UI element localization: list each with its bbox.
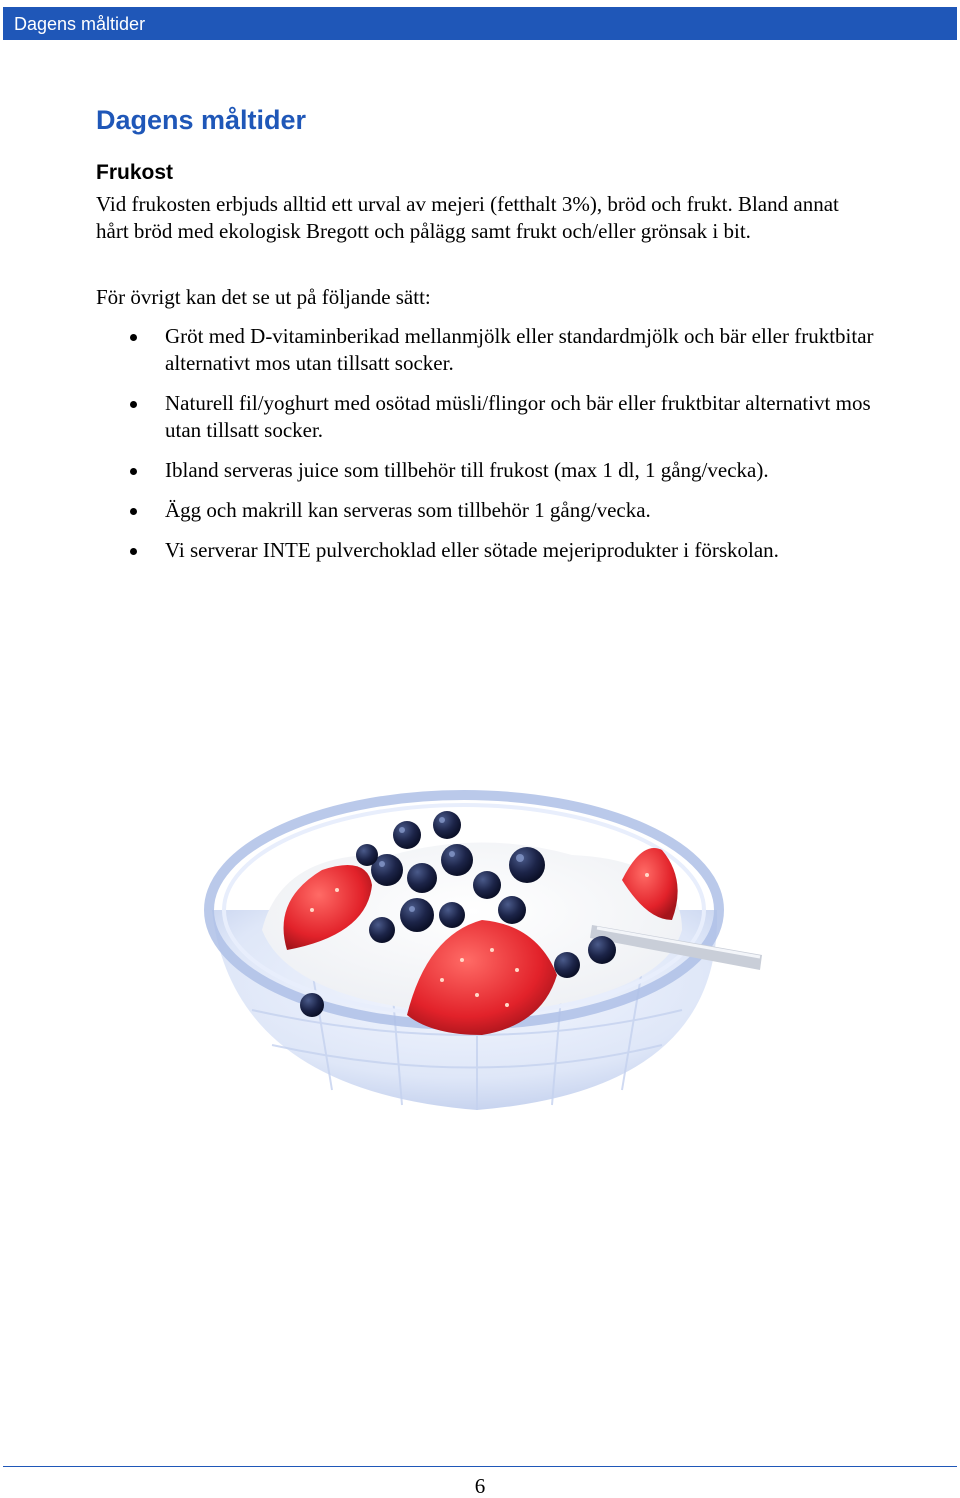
bullet-icon — [130, 508, 137, 515]
list-item — [96, 497, 876, 524]
footer-rule — [3, 1466, 957, 1467]
list-item — [96, 390, 876, 444]
list-item — [96, 537, 876, 564]
bullet-icon — [130, 548, 137, 555]
breakfast-list — [96, 323, 876, 577]
bullet-icon — [130, 334, 137, 341]
header-bar — [3, 7, 957, 40]
yoghurt-bowl-photo — [192, 760, 762, 1128]
lead-paragraph: För övrigt kan det se ut på följande sätt: — [96, 285, 431, 309]
section-title: Frukost — [96, 161, 174, 184]
list-item-text: Naturell fil/yoghurt med osötad müsli/flingor och bär eller fruktbitar alternativt mos utan tillsatt socker. — [165, 391, 871, 442]
list-item-text: Gröt med D-vitaminberikad mellanmjölk eller standardmjölk och bär eller fruktbitar alternativt mos utan tillsatt socker. — [165, 324, 874, 375]
bullet-icon — [130, 401, 137, 408]
page-number: 6 — [474, 1474, 486, 1498]
list-item — [96, 457, 876, 484]
list-item-text: Ibland serveras juice som tillbehör till frukost (max 1 dl, 1 gång/vecka). — [165, 458, 769, 482]
intro-paragraph: Vid frukosten erbjuds alltid ett urval av mejeri (fetthalt 3%), bröd och frukt. Bland annat hårt bröd med ekologisk Bregott och pålägg samt frukt och/eller grönsak i bit. — [96, 192, 839, 243]
list-item-text: Ägg och makrill kan serveras som tillbehör 1 gång/vecka. — [165, 498, 651, 522]
list-item — [96, 323, 876, 377]
header-title: Dagens måltider — [14, 14, 146, 34]
bullet-icon — [130, 468, 137, 475]
page-title: Dagens måltider — [96, 105, 307, 135]
list-item-text: Vi serverar INTE pulverchoklad eller sötade mejeriprodukter i förskolan. — [165, 538, 779, 562]
